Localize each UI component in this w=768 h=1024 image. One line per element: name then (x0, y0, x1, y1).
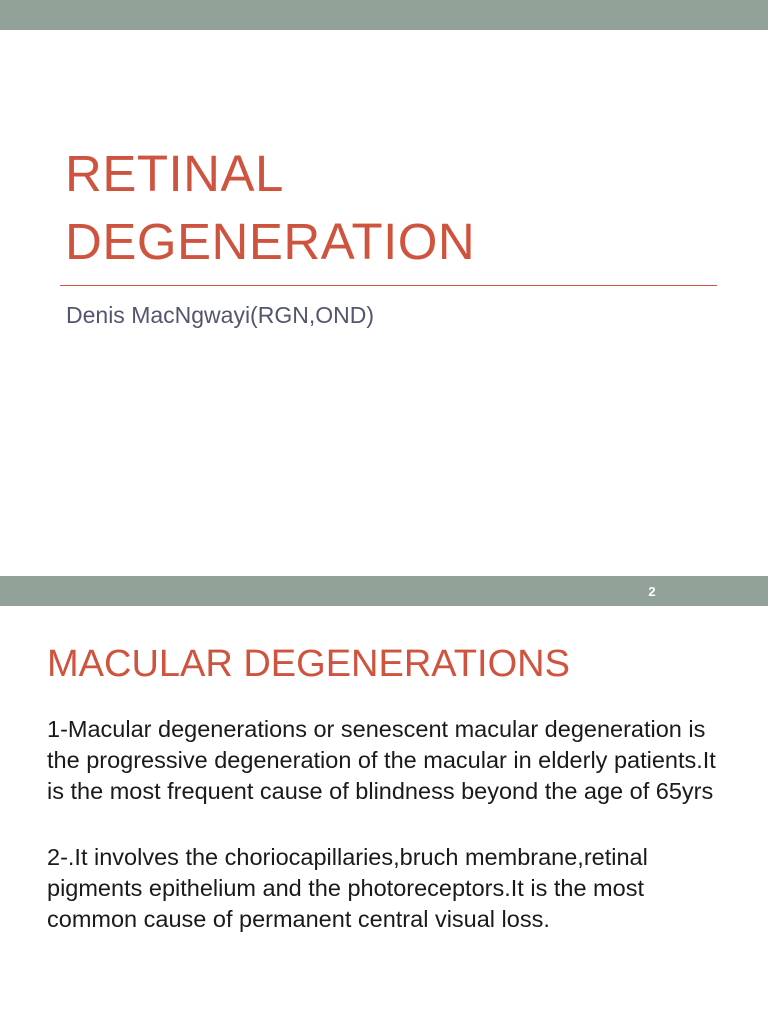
slide-subtitle: Denis MacNgwayi(RGN,OND) (66, 302, 374, 328)
header-bar (0, 0, 768, 30)
body-paragraph-1: 1-Macular degenerations or senescent macular degeneration is the progressive degeneration of the macular in elderly patients.It is the most frequent cause of blindness beyond the age of 65yrs (47, 716, 716, 804)
slide-title-line-2: DEGENERATION (65, 213, 476, 270)
slide-title-line-1: RETINAL (65, 145, 284, 202)
slide-2-title: MACULAR DEGENERATIONS (47, 643, 570, 685)
body-paragraph-2: 2-.It involves the choriocapillaries,bruch membrane,retinal pigments epithelium and the photoreceptors.It is the most common cause of permanent central visual loss. (47, 844, 648, 932)
title-divider (60, 285, 717, 286)
slide-number: 2 (648, 584, 656, 599)
